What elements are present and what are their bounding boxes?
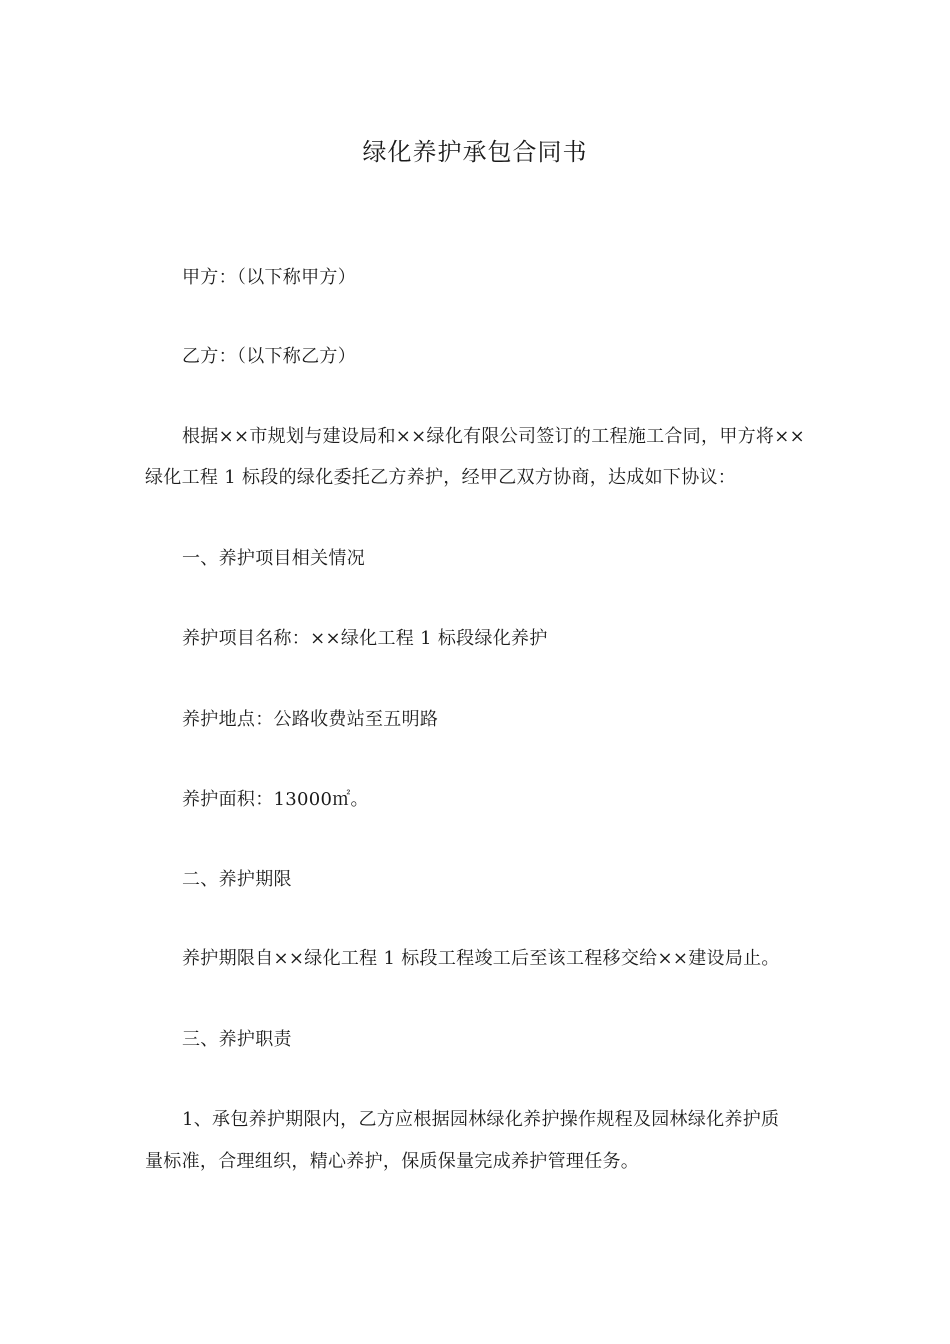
- section-2-heading: 二、养护期限: [182, 869, 292, 890]
- party-b-line: 乙方：（以下称乙方）: [182, 346, 356, 367]
- duty-item-1-line-1: 1、承包养护期限内，乙方应根据园林绿化养护操作规程及园林绿化养护质: [182, 1109, 780, 1130]
- area-line: 养护面积：13000㎡。: [182, 789, 369, 810]
- location-line: 养护地点：公路收费站至五明路: [182, 709, 439, 730]
- duty-item-1-line-2: 量标准，合理组织，精心养护，保质保量完成养护管理任务。: [145, 1151, 640, 1172]
- intro-paragraph-line-2: 绿化工程 1 标段的绿化委托乙方养护，经甲乙双方协商，达成如下协议：: [145, 467, 737, 488]
- section-3-heading: 三、养护职责: [182, 1029, 292, 1050]
- party-a-line: 甲方：（以下称甲方）: [182, 267, 356, 288]
- term-line: 养护期限自××绿化工程 1 标段工程竣工后至该工程移交给××建设局止。: [182, 948, 780, 969]
- intro-paragraph-line-1: 根据××市规划与建设局和××绿化有限公司签订的工程施工合同，甲方将××: [182, 426, 805, 447]
- project-name-line: 养护项目名称：××绿化工程 1 标段绿化养护: [182, 628, 548, 649]
- section-1-heading: 一、养护项目相关情况: [182, 548, 365, 569]
- document-title: 绿化养护承包合同书: [362, 138, 588, 166]
